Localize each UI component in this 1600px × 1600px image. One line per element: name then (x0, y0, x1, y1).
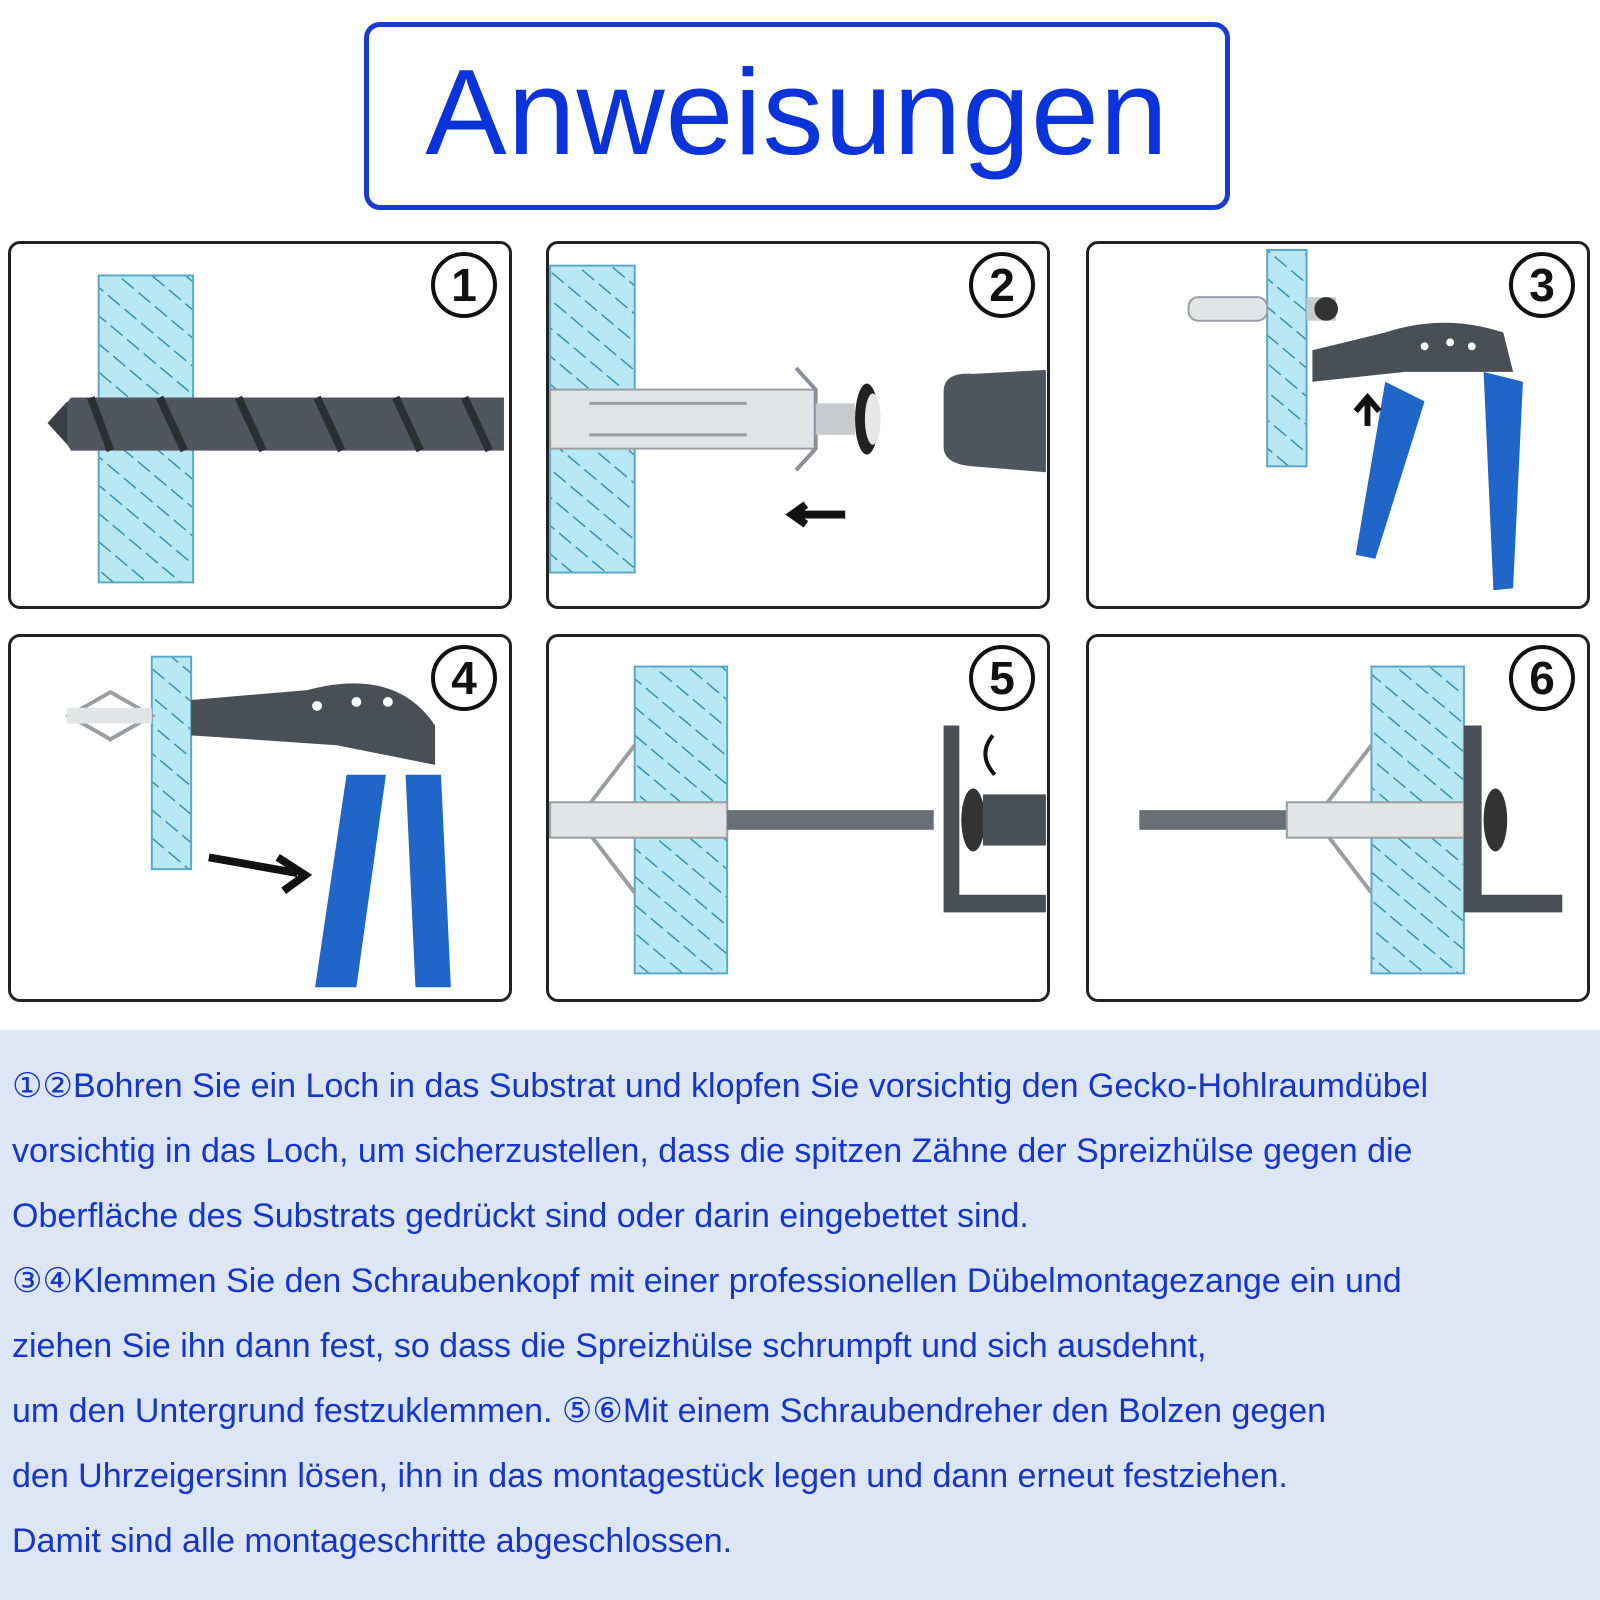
step-number-1: 1 (431, 252, 497, 318)
step-panel-3 (1086, 241, 1590, 609)
instruction-line: Damit sind alle montageschritte abgeschlossen. (12, 1522, 733, 1560)
page-title: Anweisungen (425, 44, 1169, 180)
instruction-line: ziehen Sie ihn dann fest, so dass die Spreizhülse schrumpft und sich ausdehnt, (12, 1327, 1207, 1365)
step-panel-2 (546, 241, 1050, 609)
instruction-line: ③④Klemmen Sie den Schraubenkopf mit einer professionellen Dübelmontagezange ein und (12, 1262, 1402, 1300)
step-number-2: 2 (969, 252, 1035, 318)
step-number-3: 3 (1509, 252, 1575, 318)
step-panel-4 (8, 634, 512, 1002)
instruction-line: ①②Bohren Sie ein Loch in das Substrat und klopfen Sie vorsichtig den Gecko-Hohlraumdübel (12, 1067, 1429, 1105)
instructions-text (0, 1030, 1600, 1600)
instruction-line: um den Untergrund festzuklemmen. ⑤⑥Mit einem Schraubendreher den Bolzen gegen (12, 1392, 1327, 1430)
step-number-6: 6 (1509, 645, 1575, 711)
step-number-4: 4 (431, 645, 497, 711)
instruction-line: vorsichtig in das Loch, um sicherzustellen, dass die spitzen Zähne der Spreizhülse gegen die (12, 1132, 1413, 1170)
instruction-line: den Uhrzeigersinn lösen, ihn in das montagestück legen und dann erneut festziehen. (12, 1457, 1288, 1495)
step-number-5: 5 (969, 645, 1035, 711)
step-panel-6 (1086, 634, 1590, 1002)
instruction-line: Oberfläche des Substrats gedrückt sind oder darin eingebettet sind. (12, 1197, 1029, 1235)
step-panel-5 (546, 634, 1050, 1002)
step-panel-1 (8, 241, 512, 609)
title-box (364, 22, 1230, 210)
